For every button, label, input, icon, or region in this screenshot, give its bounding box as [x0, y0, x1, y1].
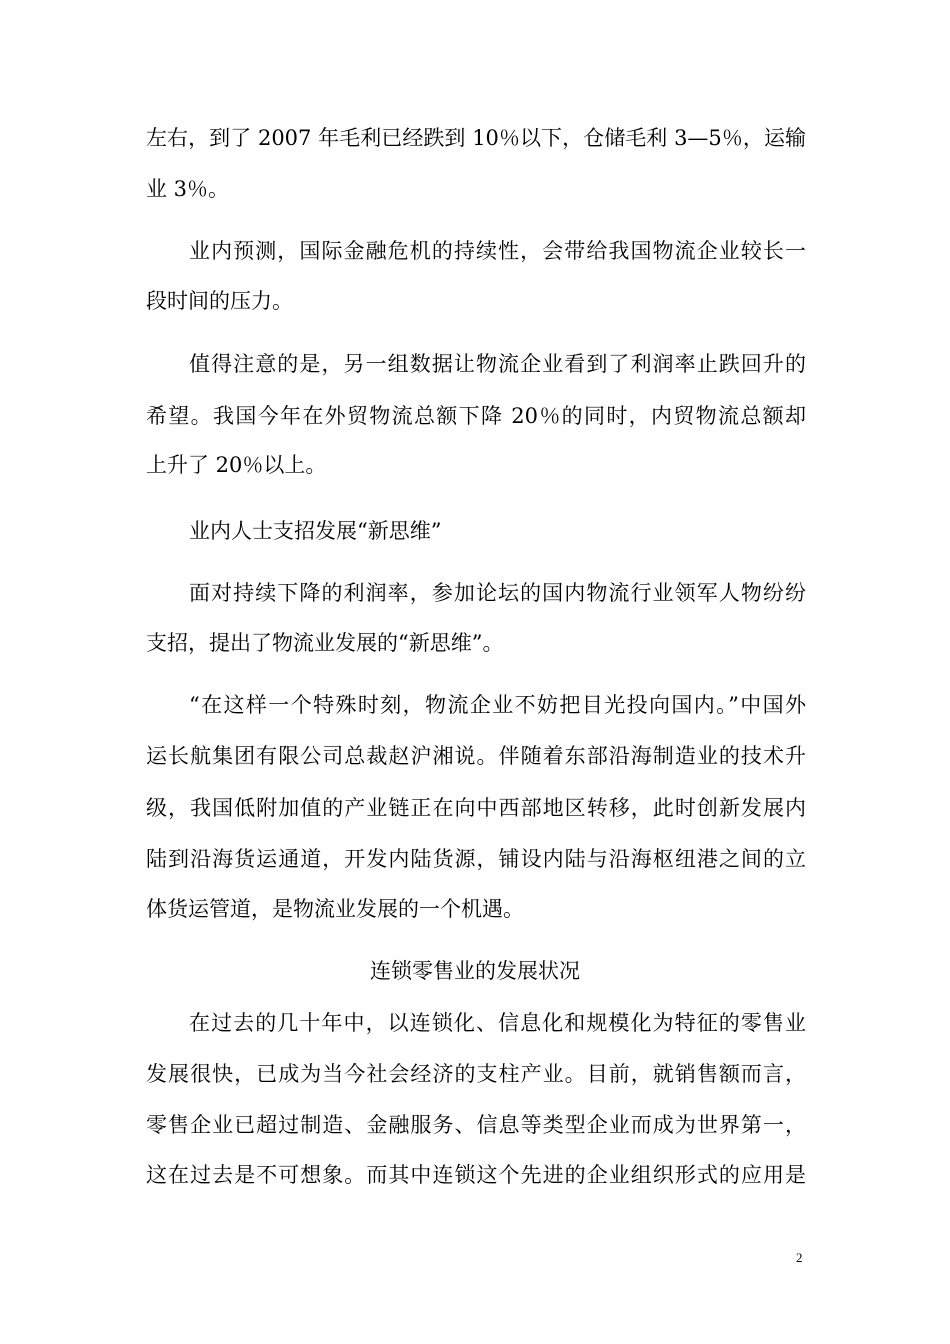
paragraph-line: 业 3％。	[146, 177, 230, 201]
paragraph-line: 陆到沿海货运通道，开发内陆货源，铺设内陆与沿海枢纽港之间的立	[146, 847, 806, 871]
paragraph-line: 支招，提出了物流业发展的“新思维”。	[146, 631, 504, 655]
paragraph-line: 希望。我国今年在外贸物流总额下降 20％的同时，内贸物流总额却	[146, 404, 806, 428]
paragraph-line: 级，我国低附加值的产业链正在向中西部地区转移，此时创新发展内	[146, 796, 806, 820]
paragraph-line: 运长航集团有限公司总裁赵沪湘说。伴随着东部沿海制造业的技术升	[146, 744, 806, 768]
paragraph-line: 发展很快，已成为当今社会经济的支柱产业。目前，就销售额而言，	[146, 1062, 806, 1086]
paragraph-line: 这在过去是不可想象。而其中连锁这个先进的企业组织形式的应用是	[146, 1163, 806, 1187]
paragraph-line: 业内预测，国际金融危机的持续性，会带给我国物流企业较长一	[189, 239, 806, 263]
subheading: 业内人士支招发展“新思维”	[189, 519, 442, 543]
paragraph-line: 在过去的几十年中，以连锁化、信息化和规模化为特征的零售业	[189, 1011, 806, 1035]
paragraph-line: 左右，到了 2007 年毛利已经跌到 10％以下，仓储毛利 3—5％，运输	[146, 126, 806, 150]
paragraph-line: “在这样一个特殊时刻，物流企业不妨把目光投向国内。”中国外	[189, 693, 806, 717]
paragraph-line: 体货运管道，是物流业发展的一个机遇。	[146, 897, 524, 921]
page-number: 2	[796, 1250, 803, 1265]
paragraph-line: 值得注意的是，另一组数据让物流企业看到了利润率止跌回升的	[189, 352, 806, 376]
section-title: 连锁零售业的发展状况	[370, 959, 580, 983]
paragraph-line: 段时间的压力。	[146, 289, 293, 313]
paragraph-line: 上升了 20％以上。	[146, 453, 327, 477]
paragraph-line: 零售企业已超过制造、金融服务、信息等类型企业而成为世界第一，	[146, 1113, 806, 1137]
paragraph-line: 面对持续下降的利润率，参加论坛的国内物流行业领军人物纷纷	[189, 581, 806, 605]
